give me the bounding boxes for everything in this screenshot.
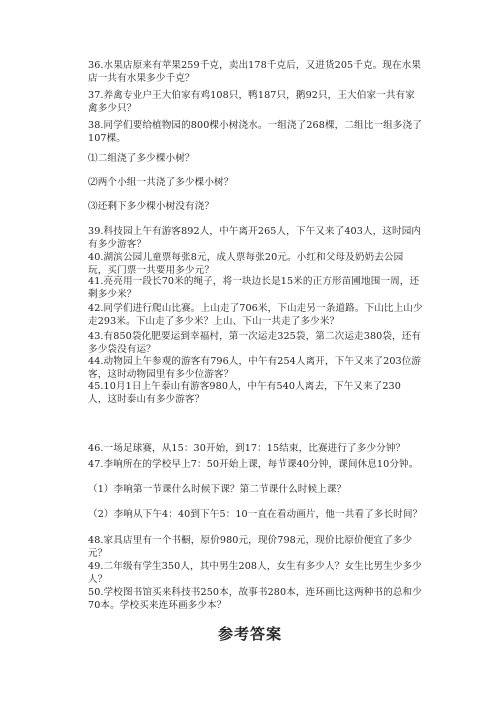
question-6-line-1: ⑶还剩下多少棵小树没有浇？ — [88, 201, 215, 212]
question-15-line-1: 47.李响所在的学校早上7：50开始上课，每节课40分钟，课间休息10分钟。 — [88, 459, 419, 470]
question-13-line-1: 45.10月1日上午泰山有游客980人，中午有540人离去，下午又来了230 — [88, 381, 401, 392]
question-2-line-2: 禽多少只？ — [88, 103, 137, 114]
question-10-line-1: 42.同学们进行爬山比赛。上山走了706米，下山走另一条道路。下山比上山少 — [88, 303, 423, 314]
question-11-line-1: 43.有850袋化肥要运到幸福村，第一次运走325袋，第二次运走380袋，还有 — [88, 331, 422, 342]
question-5-line-1: ⑵两个小组一共浇了多少棵小树？ — [88, 177, 234, 188]
question-16-line-1: （1）李响第一节课什么时候下课？第二节课什么时候上课？ — [88, 484, 347, 495]
question-19-line-2: 人？ — [88, 574, 108, 585]
question-12-line-2: 客，这时动物园里有多少位游客？ — [88, 369, 234, 380]
answer-heading: 参考答案 — [217, 625, 282, 643]
question-4-line-1: ⑴二组浇了多少棵小树？ — [88, 153, 195, 164]
question-2-line-1: 37.养禽专业户王大伯家有鸡108只，鸭187只，鹅92只，王大伯家一共有家 — [88, 90, 415, 101]
question-1-line-2: 店一共有水果多少千克？ — [88, 73, 195, 84]
question-7-line-2: 有多少游客？ — [88, 239, 147, 250]
question-13-line-2: 人，这时泰山有多少游客？ — [88, 394, 205, 405]
question-11-line-2: 多少袋没有运？ — [88, 344, 156, 355]
question-7-line-1: 39.科技园上午有游客892人，中午离开265人，下午又来了403人，这时园内 — [88, 226, 422, 237]
question-18-line-2: 元？ — [88, 548, 108, 559]
question-3-line-1: 38.同学们要给植物园的800棵小树浇水。一组浇了268棵，二组比一组多浇了 — [88, 120, 422, 131]
question-9-line-1: 41.亮亮用一段长70米的绳子，将一块边长是15米的正方形苗圃地围一周，还 — [88, 276, 420, 287]
question-10-line-2: 走293米。下山走了多少米？上山、下山一共走了多少米？ — [88, 316, 340, 327]
question-20-line-2: 70本。学校买来连环画多少本？ — [88, 600, 227, 611]
question-3-line-2: 107棵。 — [88, 133, 126, 144]
question-8-line-2: 玩，买门票一共要用多少元？ — [88, 265, 215, 276]
question-14-line-1: 46.一场足球赛，从15：30开始，到17：15结束，比赛进行了多少分钟？ — [88, 443, 406, 454]
question-8-line-1: 40.湖滨公园儿童票每张8元，成人票每张20元。小红和父母及奶奶去公园 — [88, 252, 404, 263]
question-20-line-1: 50.学校图书馆买来科技书250本，故事书280本，连环画比这两种书的总和少 — [88, 587, 422, 598]
question-12-line-1: 44.动物园上午参观的游客有796人，中午有254人离开，下午又来了203位游 — [88, 356, 422, 367]
question-1-line-1: 36.水果店原来有苹果259千克，卖出178千克后，又进货205千克。现在水果 — [88, 60, 422, 71]
question-18-line-1: 48.家具店里有一个书橱，原价980元，现价798元，现价比原价便宜了多少 — [88, 535, 413, 546]
question-9-line-2: 剩多少米？ — [88, 289, 137, 300]
question-19-line-1: 49.二年级有学生350人，其中男生208人，女生有多少人？女生比男生少多少 — [88, 561, 422, 572]
question-17-line-1: （2）李响从下午4：40到下午5：10一直在看动画片，他一共看了多长时间？ — [88, 509, 423, 520]
